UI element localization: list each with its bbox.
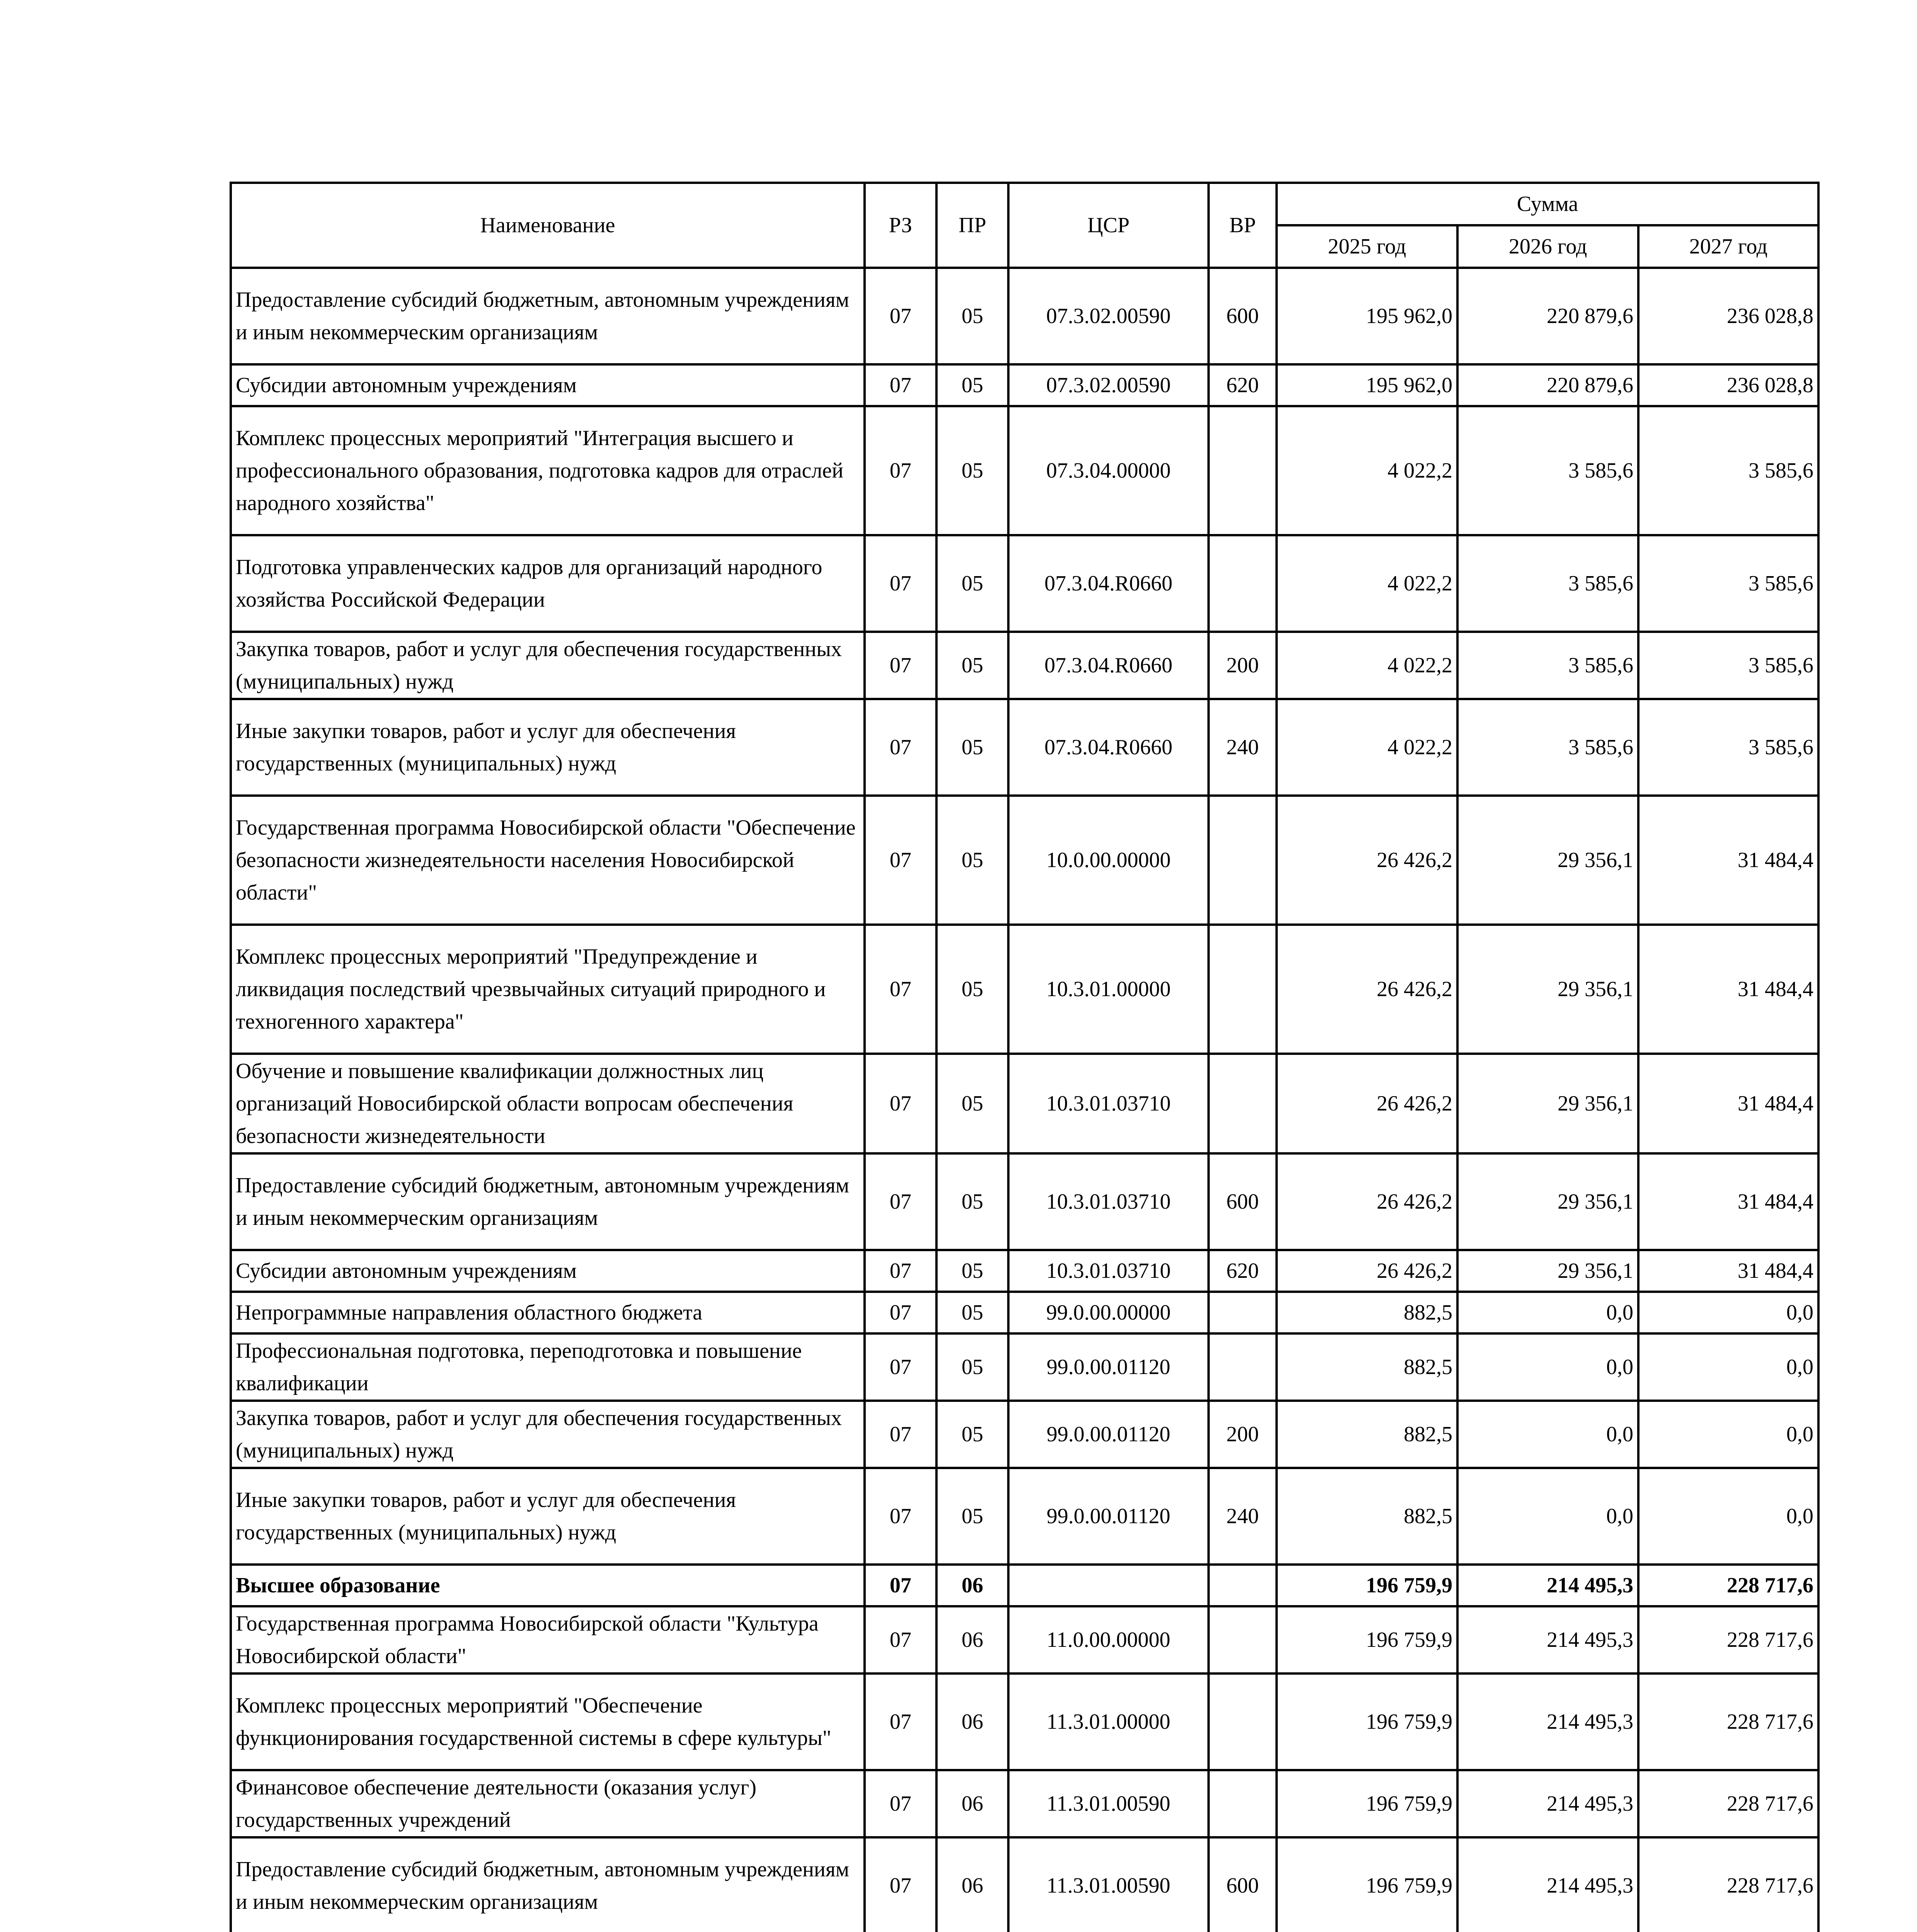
cell-2027: 228 717,6 [1638,1837,1818,1932]
table-row [231,1292,1818,1333]
cell-vr [1209,1054,1277,1153]
cell-2026: 3 585,6 [1457,632,1638,699]
cell-2025: 196 759,9 [1277,1565,1457,1606]
cell-csr: 07.3.04.R0660 [1008,699,1209,796]
cell-2026: 29 356,1 [1457,1250,1638,1292]
cell-pr: 06 [936,1606,1008,1673]
cell-name: Финансовое обеспечение деятельности (оказания услуг) государственных учреждений [231,1770,865,1837]
cell-vr [1209,1565,1277,1606]
table-row [231,1250,1818,1292]
header-csr: ЦСР [1008,183,1209,268]
table-row [231,699,1818,796]
table-row [231,364,1818,406]
cell-csr: 10.3.01.03710 [1008,1153,1209,1250]
cell-pr: 06 [936,1565,1008,1606]
table-body [231,268,1818,1932]
cell-2027: 228 717,6 [1638,1673,1818,1770]
cell-rz: 07 [865,268,936,364]
table-row [231,1468,1818,1565]
cell-pr: 05 [936,268,1008,364]
cell-2026: 29 356,1 [1457,1153,1638,1250]
cell-2027: 3 585,6 [1638,535,1818,632]
table-row [231,1153,1818,1250]
cell-rz: 07 [865,1054,936,1153]
cell-pr: 06 [936,1837,1008,1932]
cell-2026: 220 879,6 [1457,364,1638,406]
cell-vr: 600 [1209,1153,1277,1250]
cell-2025: 195 962,0 [1277,364,1457,406]
cell-name: Иные закупки товаров, работ и услуг для обеспечения государственных (муниципальных) нужд [231,1468,865,1565]
cell-rz: 07 [865,1468,936,1565]
cell-vr [1209,535,1277,632]
cell-pr: 05 [936,364,1008,406]
cell-vr: 240 [1209,1468,1277,1565]
cell-2025: 4 022,2 [1277,535,1457,632]
cell-2025: 4 022,2 [1277,406,1457,535]
table-row [231,268,1818,364]
cell-2027: 0,0 [1638,1401,1818,1468]
table-row [231,406,1818,535]
cell-2027: 228 717,6 [1638,1606,1818,1673]
header-name: Наименование [231,183,865,268]
cell-2025: 196 759,9 [1277,1606,1457,1673]
cell-name: Непрограммные направления областного бюджета [231,1292,865,1333]
cell-rz: 07 [865,699,936,796]
cell-name: Высшее образование [231,1565,865,1606]
table-row [231,1673,1818,1770]
cell-name: Субсидии автономным учреждениям [231,1250,865,1292]
cell-name: Субсидии автономным учреждениям [231,364,865,406]
cell-csr: 07.3.02.00590 [1008,364,1209,406]
cell-rz: 07 [865,1770,936,1837]
cell-2026: 29 356,1 [1457,796,1638,925]
header-2026: 2026 год [1457,225,1638,268]
header-sum: Сумма [1277,183,1818,225]
cell-2025: 26 426,2 [1277,796,1457,925]
cell-2025: 26 426,2 [1277,925,1457,1054]
cell-2025: 4 022,2 [1277,699,1457,796]
cell-vr [1209,1606,1277,1673]
cell-vr: 200 [1209,632,1277,699]
cell-rz: 07 [865,1837,936,1932]
header-rz: РЗ [865,183,936,268]
cell-rz: 07 [865,1153,936,1250]
cell-csr: 11.3.01.00590 [1008,1837,1209,1932]
cell-name: Комплекс процессных мероприятий "Интеграция высшего и профессионального образования, подготовка кадров для отраслей народного хозяйства" [231,406,865,535]
cell-vr [1209,406,1277,535]
cell-csr: 11.3.01.00590 [1008,1770,1209,1837]
cell-2026: 0,0 [1457,1292,1638,1333]
cell-2026: 0,0 [1457,1401,1638,1468]
cell-2026: 3 585,6 [1457,406,1638,535]
cell-vr [1209,1673,1277,1770]
cell-2026: 0,0 [1457,1333,1638,1401]
cell-2026: 214 495,3 [1457,1565,1638,1606]
cell-csr: 10.3.01.03710 [1008,1250,1209,1292]
cell-2026: 29 356,1 [1457,1054,1638,1153]
header-pr: ПР [936,183,1008,268]
cell-csr: 10.0.00.00000 [1008,796,1209,925]
cell-rz: 07 [865,406,936,535]
cell-rz: 07 [865,632,936,699]
cell-2025: 4 022,2 [1277,632,1457,699]
cell-vr [1209,1333,1277,1401]
budget-table [230,182,1820,1932]
cell-2027: 3 585,6 [1638,406,1818,535]
header-vr: ВР [1209,183,1277,268]
table-row [231,1837,1818,1932]
cell-csr: 07.3.04.R0660 [1008,632,1209,699]
cell-2025: 195 962,0 [1277,268,1457,364]
cell-2027: 31 484,4 [1638,1250,1818,1292]
cell-csr: 99.0.00.01120 [1008,1468,1209,1565]
cell-pr: 05 [936,1292,1008,1333]
cell-csr: 07.3.04.00000 [1008,406,1209,535]
cell-2026: 214 495,3 [1457,1837,1638,1932]
cell-rz: 07 [865,1292,936,1333]
cell-name: Иные закупки товаров, работ и услуг для обеспечения государственных (муниципальных) нужд [231,699,865,796]
table-header [231,183,1818,268]
cell-2025: 26 426,2 [1277,1153,1457,1250]
cell-rz: 07 [865,1673,936,1770]
cell-name: Государственная программа Новосибирской области "Культура Новосибирской области" [231,1606,865,1673]
cell-name: Закупка товаров, работ и услуг для обеспечения государственных (муниципальных) нужд [231,632,865,699]
cell-2026: 0,0 [1457,1468,1638,1565]
cell-csr: 10.3.01.00000 [1008,925,1209,1054]
table-row [231,1770,1818,1837]
cell-pr: 05 [936,1250,1008,1292]
cell-pr: 05 [936,1333,1008,1401]
table-row [231,1606,1818,1673]
cell-2026: 3 585,6 [1457,535,1638,632]
cell-name: Предоставление субсидий бюджетным, автономным учреждениям и иным некоммерческим организациям [231,268,865,364]
cell-vr [1209,925,1277,1054]
cell-2027: 0,0 [1638,1292,1818,1333]
cell-vr [1209,1292,1277,1333]
cell-2027: 228 717,6 [1638,1770,1818,1837]
cell-rz: 07 [865,1565,936,1606]
cell-pr: 05 [936,1153,1008,1250]
cell-pr: 05 [936,925,1008,1054]
cell-rz: 07 [865,925,936,1054]
cell-2027: 31 484,4 [1638,1153,1818,1250]
table-row [231,796,1818,925]
cell-2027: 0,0 [1638,1468,1818,1565]
cell-rz: 07 [865,1606,936,1673]
cell-csr: 99.0.00.00000 [1008,1292,1209,1333]
cell-rz: 07 [865,1401,936,1468]
cell-pr: 05 [936,535,1008,632]
cell-2027: 0,0 [1638,1333,1818,1401]
cell-2027: 31 484,4 [1638,1054,1818,1153]
cell-rz: 07 [865,364,936,406]
cell-pr: 05 [936,1468,1008,1565]
table-row [231,1054,1818,1153]
cell-rz: 07 [865,1250,936,1292]
cell-vr [1209,796,1277,925]
header-2025: 2025 год [1277,225,1457,268]
cell-vr: 620 [1209,364,1277,406]
cell-csr: 07.3.04.R0660 [1008,535,1209,632]
cell-2026: 220 879,6 [1457,268,1638,364]
cell-2026: 214 495,3 [1457,1606,1638,1673]
table-row [231,632,1818,699]
cell-2025: 26 426,2 [1277,1250,1457,1292]
cell-rz: 07 [865,535,936,632]
cell-name: Закупка товаров, работ и услуг для обеспечения государственных (муниципальных) нужд [231,1401,865,1468]
table-row [231,925,1818,1054]
cell-csr: 99.0.00.01120 [1008,1333,1209,1401]
cell-2026: 3 585,6 [1457,699,1638,796]
cell-name: Подготовка управленческих кадров для организаций народного хозяйства Российской Федерации [231,535,865,632]
cell-vr: 200 [1209,1401,1277,1468]
cell-pr: 06 [936,1770,1008,1837]
cell-2027: 236 028,8 [1638,268,1818,364]
cell-pr: 06 [936,1673,1008,1770]
table-row [231,1401,1818,1468]
table-row [231,1565,1818,1606]
cell-name: Комплекс процессных мероприятий "Предупреждение и ликвидация последствий чрезвычайных ситуаций природного и техногенного характера" [231,925,865,1054]
cell-pr: 05 [936,796,1008,925]
cell-name: Комплекс процессных мероприятий "Обеспечение функционирования государственной системы в сфере культуры" [231,1673,865,1770]
cell-2027: 236 028,8 [1638,364,1818,406]
cell-pr: 05 [936,406,1008,535]
cell-rz: 07 [865,796,936,925]
cell-2025: 882,5 [1277,1292,1457,1333]
cell-vr [1209,1770,1277,1837]
cell-2025: 882,5 [1277,1333,1457,1401]
table-row [231,535,1818,632]
cell-name: Предоставление субсидий бюджетным, автономным учреждениям и иным некоммерческим организациям [231,1153,865,1250]
cell-2027: 31 484,4 [1638,796,1818,925]
header-2027: 2027 год [1638,225,1818,268]
cell-csr: 99.0.00.01120 [1008,1401,1209,1468]
cell-rz: 07 [865,1333,936,1401]
cell-csr: 11.0.00.00000 [1008,1606,1209,1673]
cell-2026: 214 495,3 [1457,1770,1638,1837]
cell-2025: 882,5 [1277,1468,1457,1565]
cell-pr: 05 [936,1401,1008,1468]
cell-2025: 196 759,9 [1277,1837,1457,1932]
cell-pr: 05 [936,699,1008,796]
cell-2025: 196 759,9 [1277,1673,1457,1770]
cell-pr: 05 [936,1054,1008,1153]
cell-name: Профессиональная подготовка, переподготовка и повышение квалификации [231,1333,865,1401]
cell-name: Обучение и повышение квалификации должностных лиц организаций Новосибирской области вопросам обеспечения безопасности жизнедеятельности [231,1054,865,1153]
cell-2026: 214 495,3 [1457,1673,1638,1770]
cell-2027: 3 585,6 [1638,632,1818,699]
cell-vr: 620 [1209,1250,1277,1292]
table-row [231,1333,1818,1401]
cell-2027: 228 717,6 [1638,1565,1818,1606]
cell-2027: 31 484,4 [1638,925,1818,1054]
cell-vr: 240 [1209,699,1277,796]
cell-name: Государственная программа Новосибирской области "Обеспечение безопасности жизнедеятельности населения Новосибирской области" [231,796,865,925]
cell-csr: 07.3.02.00590 [1008,268,1209,364]
cell-csr: 10.3.01.03710 [1008,1054,1209,1153]
cell-vr: 600 [1209,1837,1277,1932]
cell-2025: 26 426,2 [1277,1054,1457,1153]
cell-pr: 05 [936,632,1008,699]
cell-2025: 882,5 [1277,1401,1457,1468]
cell-vr: 600 [1209,268,1277,364]
cell-2027: 3 585,6 [1638,699,1818,796]
cell-name: Предоставление субсидий бюджетным, автономным учреждениям и иным некоммерческим организациям [231,1837,865,1932]
cell-csr [1008,1565,1209,1606]
cell-csr: 11.3.01.00000 [1008,1673,1209,1770]
cell-2026: 29 356,1 [1457,925,1638,1054]
cell-2025: 196 759,9 [1277,1770,1457,1837]
